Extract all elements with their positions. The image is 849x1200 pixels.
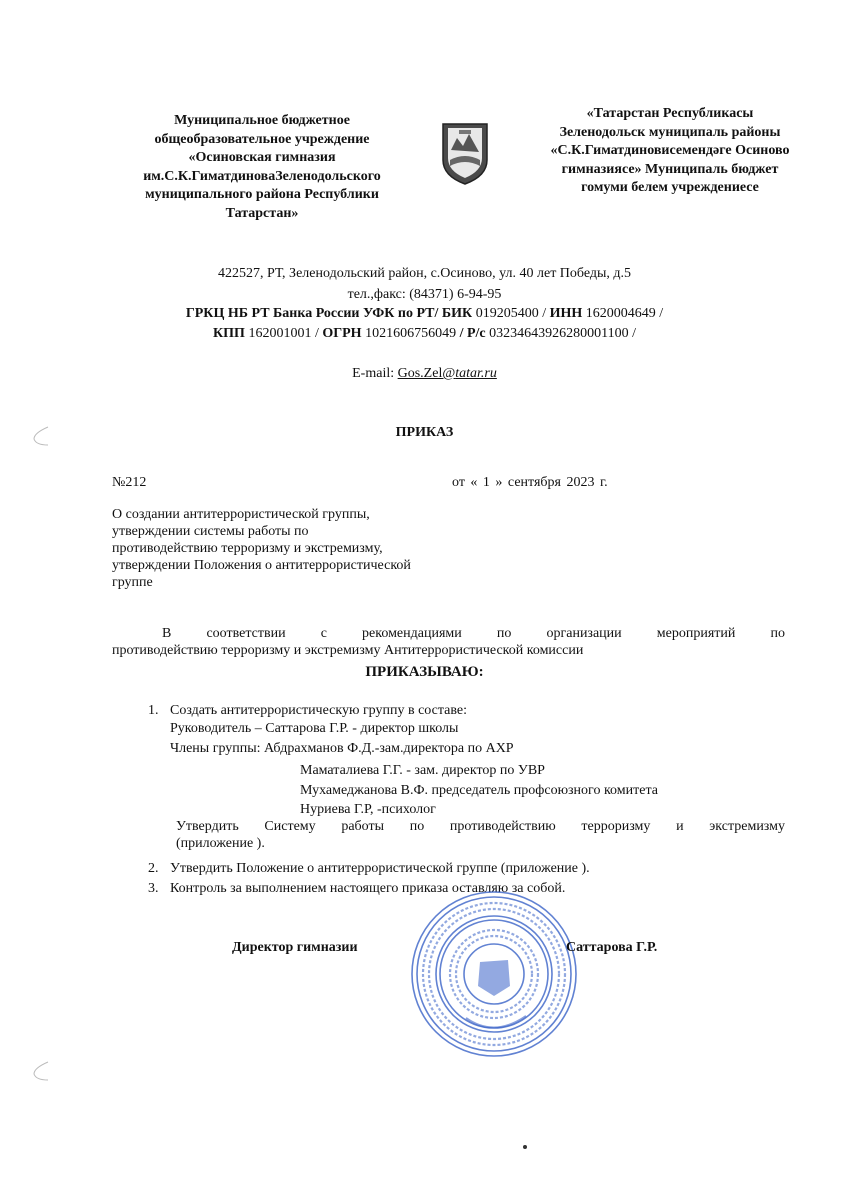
- registration-requisites-line: [0, 325, 849, 343]
- bik-value: 019205400 /: [472, 306, 550, 321]
- header-right-line: «С.К.Гиматдиновисемендәге Осиново: [550, 143, 790, 158]
- header-left-line: Татарстан»: [225, 205, 299, 221]
- header-left-line: Муниципальное бюджетное: [174, 113, 350, 128]
- item-number: 3.: [148, 881, 159, 896]
- address: 422527, РТ, Зеленодольский район, с.Осиново, ул. 40 лет Победы, д.5: [217, 266, 632, 281]
- hole-punch-mark-icon: [30, 1060, 50, 1082]
- subject-line: утверждении системы работы по: [112, 524, 309, 539]
- subject-line: О создании антитеррористической группы,: [112, 507, 370, 522]
- email-line: [0, 365, 849, 383]
- list-item: [148, 860, 590, 877]
- group-member: Мухамеджанова В.Ф. председатель профсоюзного комитета: [300, 783, 658, 798]
- preamble-line: противодействию терроризму и экстремизму Антитеррористической комиссии: [112, 643, 584, 658]
- item-text: Создать антитеррористическую группу в составе:: [170, 703, 468, 718]
- order-word: ПРИКАЗЫВАЮ:: [365, 664, 484, 680]
- order-number: №212: [112, 475, 147, 490]
- subject-line: противодействию терроризму и экстремизму,: [112, 541, 383, 556]
- kpp-label: КПП: [213, 326, 245, 341]
- ogrn-label: ОГРН: [322, 326, 362, 341]
- preamble: [112, 625, 785, 659]
- approve-line: Утвердить Систему работы по противодействию терроризму и экстремизму: [176, 819, 785, 834]
- preamble-line: В соответствии с рекомендациями по организации мероприятий по: [162, 626, 785, 641]
- order-date: от « 1 » сентября 2023 г.: [452, 475, 608, 490]
- item-number: 2.: [148, 861, 159, 876]
- header-left-line: муниципального района Республики: [145, 187, 379, 202]
- email-link[interactable]: Gos.Zel@tatar.ru: [397, 366, 497, 381]
- group-member: Маматалиева Г.Г. - зам. директор по УВР: [300, 763, 545, 778]
- header-right-line: гимназиясе» Муниципаль бюджет: [561, 161, 779, 177]
- scan-dot-icon: [522, 1144, 528, 1150]
- header-right-line: гомуми белем учреждениесе: [581, 180, 759, 195]
- approve-system: [176, 818, 785, 852]
- item-text: Контроль за выполнением настоящего приказа оставляю за собой.: [170, 881, 566, 896]
- inn-value: 1620004649 /: [582, 306, 664, 321]
- official-stamp-icon: [408, 888, 580, 1060]
- approve-line: (приложение ).: [176, 836, 265, 851]
- email-label: E-mail:: [352, 366, 398, 381]
- kpp-value: 162001001 /: [244, 326, 323, 341]
- bank-requisites-line: [0, 305, 849, 323]
- group-leader: Руководитель – Саттарова Г.Р. - директор школы: [170, 721, 459, 736]
- list-item: [148, 702, 467, 719]
- item-number: 1.: [148, 703, 159, 718]
- order-subject: [112, 506, 492, 591]
- subject-line: утверждении Положения о антитеррористической: [112, 558, 411, 573]
- bank-label: ГРКЦ НБ РТ Банка России УФК по РТ/ БИК: [185, 306, 473, 321]
- hole-punch-mark-icon: [30, 425, 50, 447]
- signature-name: Саттарова Г.Р.: [566, 940, 658, 955]
- group-members-label: Члены группы: Абдрахманов Ф.Д.-зам.директора по АХР: [170, 741, 514, 756]
- document-title: ПРИКАЗ: [395, 425, 454, 440]
- header-left-line: общеобразовательное учреждение: [154, 131, 370, 147]
- header-left-organization: [112, 112, 412, 223]
- group-member: Нуриева Г.Р, -психолог: [300, 802, 436, 817]
- header-left-line: «Осиновская гимназия: [188, 150, 336, 165]
- header-right-organization: [520, 105, 820, 198]
- inn-label: ИНН: [549, 306, 583, 321]
- header-left-line: им.С.К.ГиматдиноваЗеленодольского: [143, 168, 381, 184]
- header-right-line: «Татарстан Республикасы: [586, 106, 754, 121]
- ogrn-value: 1021606756049: [361, 326, 460, 341]
- account-label: / Р/с: [459, 326, 486, 341]
- subject-line: группе: [112, 575, 153, 590]
- item-text: Утвердить Положение о антитеррористической группе (приложение ).: [170, 861, 590, 876]
- signature-position: Директор гимназии: [232, 940, 358, 955]
- phone-fax: тел.,факс: (84371) 6-94-95: [347, 287, 502, 302]
- account-value: 03234643926280001100 /: [485, 326, 636, 341]
- header-right-line: Зеленодольск муниципаль районы: [559, 124, 781, 140]
- coat-of-arms-icon: [441, 120, 489, 186]
